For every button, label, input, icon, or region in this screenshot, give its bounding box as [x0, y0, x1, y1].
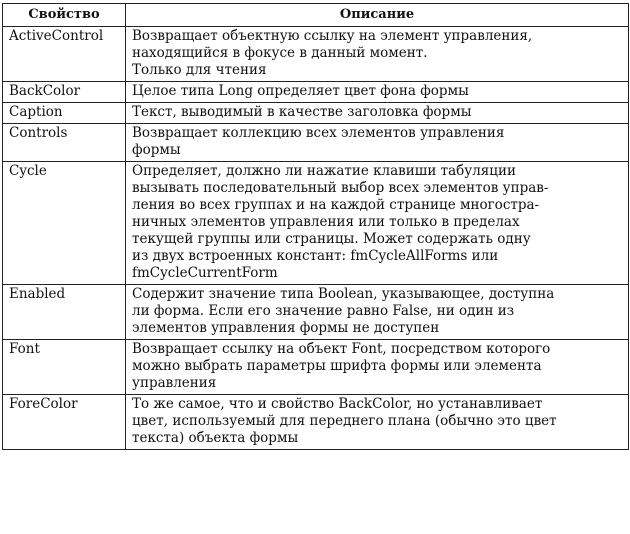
- properties-table: [2, 3, 629, 450]
- description-line: Определяет, должно ли нажатие клавиши табуляции: [132, 163, 516, 179]
- property-description: [126, 103, 629, 124]
- property-name: Caption: [3, 103, 126, 124]
- property-description: [126, 124, 629, 162]
- header-row: [3, 4, 629, 27]
- property-name: Cycle: [3, 162, 126, 285]
- property-description: [126, 340, 629, 395]
- table-row: [3, 285, 629, 340]
- property-description: [126, 395, 629, 450]
- description-line: можно выбрать параметры шрифта формы или элемента: [132, 358, 542, 374]
- description-line: текущей группы или страницы. Может содержать одну: [132, 231, 531, 247]
- table-row: [3, 162, 629, 285]
- description-line: Возвращает ссылку на объект Font, посредством которого: [132, 341, 551, 357]
- property-description: [126, 162, 629, 285]
- description-line: текста) объекта формы: [132, 430, 299, 446]
- description-line: fmCycleCurrentForm: [132, 265, 278, 281]
- description-line: Целое типа Long определяет цвет фона формы: [132, 83, 469, 99]
- header-description: Описание: [126, 4, 629, 27]
- description-line: Возвращает объектную ссылку на элемент управления,: [132, 28, 533, 44]
- property-name: ForeColor: [3, 395, 126, 450]
- description-line: ли форма. Если его значение равно False, ни один из: [132, 303, 515, 319]
- table-row: [3, 82, 629, 103]
- table-row: [3, 395, 629, 450]
- property-description: [126, 285, 629, 340]
- table-row: [3, 27, 629, 82]
- description-line: Текст, выводимый в качестве заголовка формы: [132, 104, 472, 120]
- property-name: BackColor: [3, 82, 126, 103]
- description-line: вызывать последовательный выбор всех элементов управ-: [132, 180, 549, 196]
- description-line: Возвращает коллекцию всех элементов управления: [132, 125, 505, 141]
- property-description: [126, 82, 629, 103]
- description-line: Содержит значение типа Boolean, указывающее, доступна: [132, 286, 555, 302]
- table-row: [3, 340, 629, 395]
- description-line: Только для чтения: [132, 62, 267, 78]
- description-line: управления: [132, 375, 217, 391]
- description-line: ничных элементов управления или только в пределах: [132, 214, 520, 230]
- description-line: цвет, используемый для переднего плана (обычно это цвет: [132, 413, 557, 429]
- header-property: Свойство: [3, 4, 126, 27]
- description-line: из двух встроенных констант: fmCycleAllForms или: [132, 248, 499, 264]
- description-line: То же самое, что и свойство BackColor, но устанавливает: [132, 396, 543, 412]
- property-name: ActiveControl: [3, 27, 126, 82]
- description-line: находящийся в фокусе в данный момент.: [132, 45, 428, 61]
- table-row: [3, 124, 629, 162]
- description-line: ления во всех группах и на каждой странице многостра-: [132, 197, 540, 213]
- property-name: Font: [3, 340, 126, 395]
- property-name: Controls: [3, 124, 126, 162]
- table-row: [3, 103, 629, 124]
- description-line: формы: [132, 142, 181, 158]
- description-line: элементов управления формы не доступен: [132, 320, 440, 336]
- property-description: [126, 27, 629, 82]
- property-name: Enabled: [3, 285, 126, 340]
